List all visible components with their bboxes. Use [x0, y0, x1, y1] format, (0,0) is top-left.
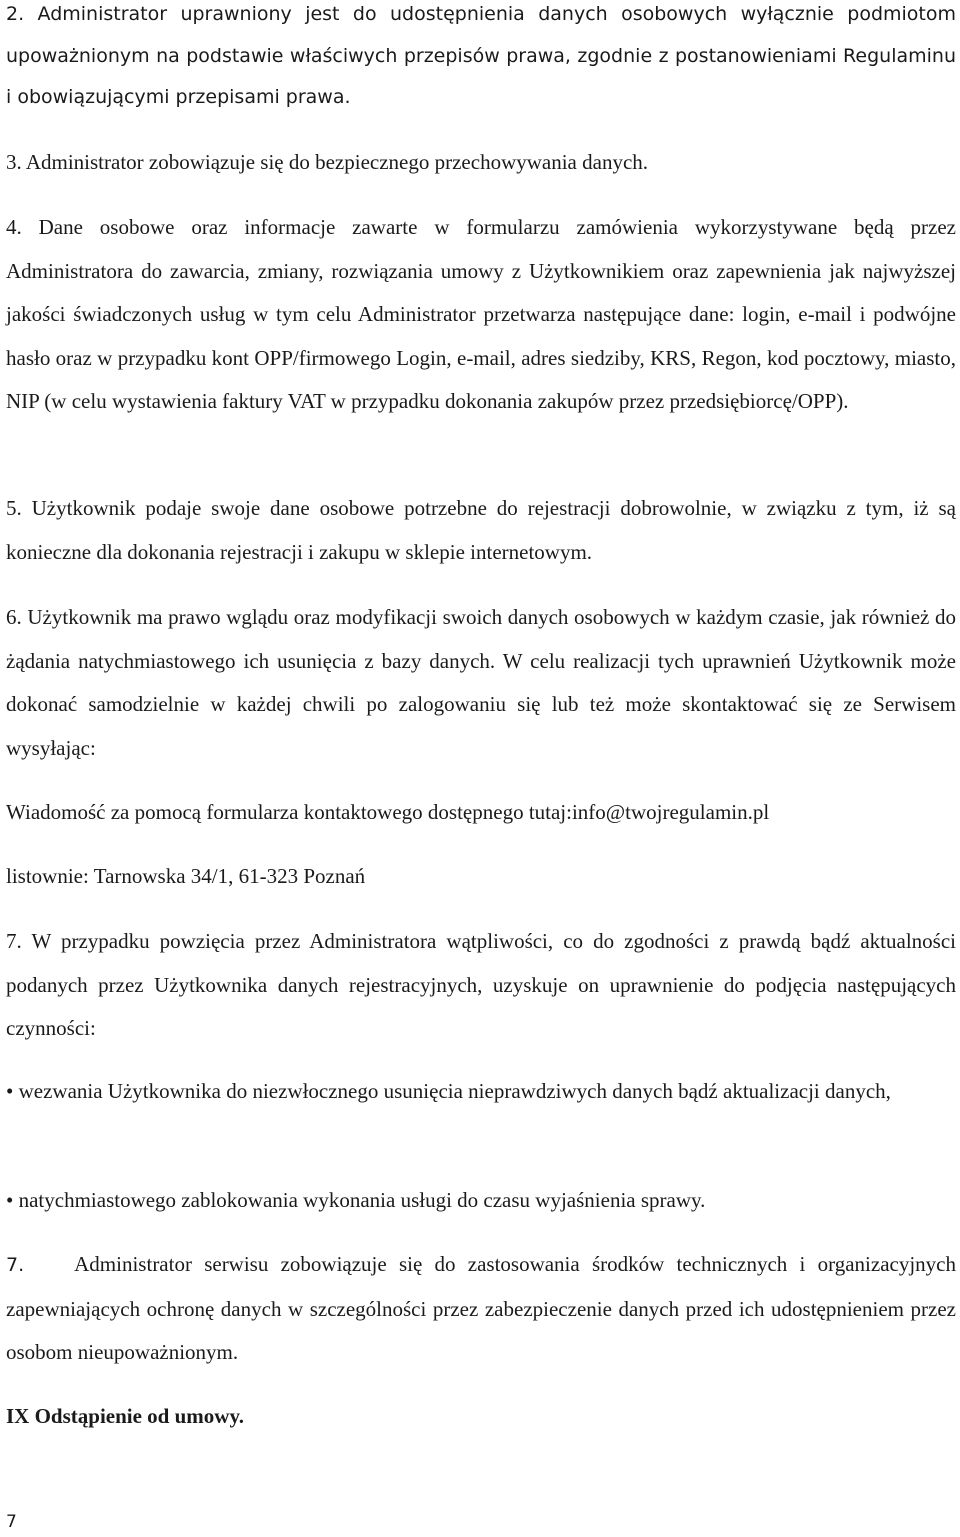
bullet-item-1: • wezwania Użytkownika do niezwłocznego usunięcia nieprawdziwych danych bądź aktualizacji danych, — [6, 1079, 891, 1103]
paragraph-item-7a: 7. W przypadku powzięcia przez Administratora wątpliwości, co do zgodności z prawdą bądź aktualności podanych przez Użytkownika danych rejestracyjnych, uzyskuje on uprawnienie do podjęcia następujących czynności: — [6, 929, 956, 1041]
paragraph-item-7b — [6, 1243, 956, 1375]
item-7b-number: 7. — [6, 1254, 25, 1276]
paragraph-item-3: 3. Administrator zobowiązuje się do bezpiecznego przechowywania danych. — [6, 150, 649, 174]
paragraph-item-2: 2. Administrator uprawniony jest do udostępnienia danych osobowych wyłącznie podmiotom upoważnionym na podstawie właściwych przepisów prawa, zgodnie z postanowieniami Regulaminu i obowiązującymi przepisami prawa. — [6, 3, 956, 108]
paragraph-item-6: 6. Użytkownik ma prawo wglądu oraz modyfikacji swoich danych osobowych w każdym czasie, jak również do żądania natychmiastowego ich usunięcia z bazy danych. W celu realizacji tych uprawnień Użytkownik może dokonać samodzielnie w każdej chwili po zalogowaniu się lub też może skontaktować się ze Serwisem wysyłając: — [6, 605, 956, 760]
contact-message-line: Wiadomość za pomocą formularza kontaktowego dostępnego tutaj:info@twojregulamin.pl — [6, 800, 770, 824]
paragraph-item-5: 5. Użytkownik podaje swoje dane osobowe potrzebne do rejestracji dobrowolnie, w związku z tym, iż są konieczne dla dokonania rejestracji i zakupu w sklepie internetowym. — [6, 496, 956, 564]
bullet-item-2: • natychmiastowego zablokowania wykonania usługi do czasu wyjaśnienia sprawy. — [6, 1188, 706, 1212]
section-heading: IX Odstąpienie od umowy. — [6, 1404, 245, 1428]
paragraph-item-4: 4. Dane osobowe oraz informacje zawarte w formularzu zamówienia wykorzystywane będą przez Administratora do zawarcia, zmiany, rozwiązania umowy z Użytkownikiem oraz zapewnienia jak najwyższej jakości świadczonych usług w tym celu Administrator przetwarza następujące dane: login, e-mail i podwójne hasło oraz w przypadku kont OPP/firmowego Login, e-mail, adres siedziby, KRS, Regon, kod pocztowy, miasto, NIP (w celu wystawienia faktury VAT w przypadku dokonania zakupów przez przedsiębiorcę/OPP). — [6, 215, 956, 414]
contact-post-address: listownie: Tarnowska 34/1, 61-323 Poznań — [6, 864, 366, 888]
page-number: 7 — [6, 1512, 17, 1532]
item-7b-text: Administrator serwisu zobowiązuje się do zastosowania środków technicznych i organizacyjnych zapewniających ochronę danych w szczególności przez zabezpieczenie danych przed ich udostępnieniem przez osobom nieupoważnionym. — [6, 1252, 956, 1365]
